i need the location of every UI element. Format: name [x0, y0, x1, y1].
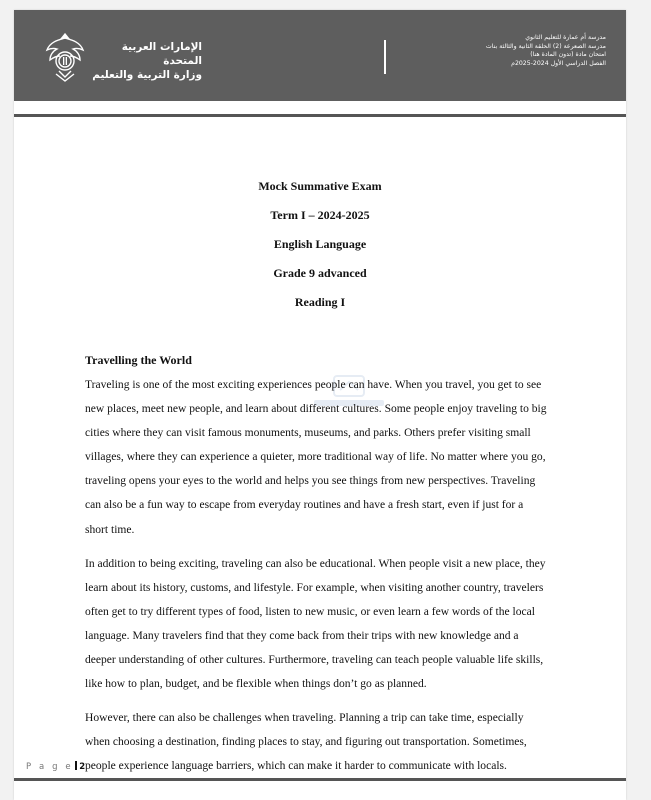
exam-page [14, 10, 626, 800]
header-rule [14, 114, 626, 117]
uae-emblem-icon [44, 30, 86, 84]
exam-title: Mock Summative Exam [258, 179, 382, 193]
reading-passage [85, 351, 549, 789]
school-info [456, 34, 606, 68]
exam-term: Term I – 2024-2025 [270, 208, 370, 222]
passage-title: Travelling the World [85, 353, 192, 367]
exam-subject: English Language [273, 237, 367, 251]
footer-rule [14, 778, 626, 781]
ministry-name [92, 40, 202, 82]
school-info-line: مدرسة الصعرعة (2) الحلقة الثانية والثالثة بنات [485, 42, 606, 50]
school-info-line: امتحان مادة (تدون المادة هنا) [530, 51, 606, 58]
school-info-line: مدرسة أم عمارة للتعليم الثانوي [525, 34, 606, 41]
page-number: 2 [79, 762, 86, 772]
header-band [14, 10, 626, 101]
page-footer [26, 761, 85, 772]
ministry-line-1: الإمارات العربية المتحدة [121, 41, 202, 67]
passage-paragraph-1: Traveling is one of the most exciting experiences people can have. When you travel, you get to see new places, meet new people, and learn about different cultures. Some people enjoy traveling to big cities where they can visit famous monuments, museums, and parks. Others prefer visiting small villages, where they can experience a quieter, more traditional way of life. No matter where you go, traveling opens your eyes to the world and helps you see things from new perspectives. Traveling can also be a fun way to escape from everyday routines and have a fresh start, even if just for a short time. [85, 379, 547, 536]
ministry-line-2: وزارة التربية والتعليم [92, 69, 202, 81]
page-separator [75, 761, 77, 770]
passage-paragraph-2: In addition to being exciting, traveling can also be educational. When people visit a new place, they learn about its history, customs, and lifestyle. For example, when visiting another country, travelers often get to try different types of food, listen to new music, or even learn a few words of the local language. Many travelers find that they come back from their trips with new knowledge and a deeper understanding of other cultures. Furthermore, traveling can teach people valuable life skills, like how to plan, budget, and be flexible when things don’t go as planned. [85, 557, 546, 691]
exam-title-block [14, 178, 626, 323]
school-info-line: الفصل الدراسي الأول 2024-2025م [511, 59, 606, 67]
header-divider [384, 40, 386, 74]
exam-grade: Grade 9 advanced [273, 266, 367, 280]
passage-paragraph-3: However, there can also be challenges when traveling. Planning a trip can take time, especially when choosing a destination, finding places to stay, and figuring out transportation. Sometimes, people experience language barriers, which can make it harder to communicate with locals. [85, 712, 527, 773]
page-label: P a g e [26, 762, 74, 772]
exam-section: Reading I [294, 295, 346, 309]
